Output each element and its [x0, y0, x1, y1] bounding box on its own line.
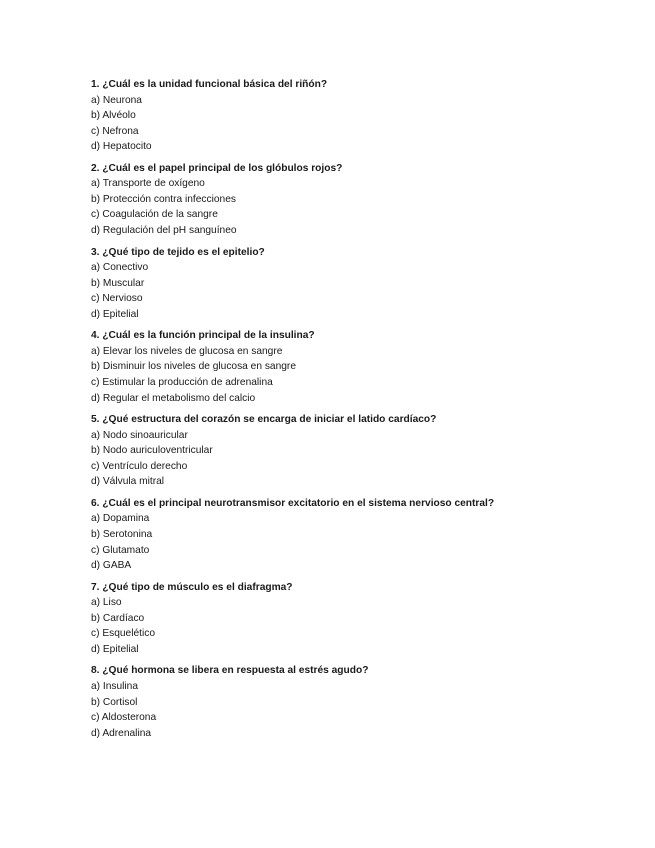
answer-option: b) Alvéolo — [91, 110, 136, 122]
answer-option: a) Dopamina — [91, 513, 150, 525]
question-2 — [91, 162, 631, 237]
answer-option: a) Conectivo — [91, 262, 149, 274]
question-7 — [91, 581, 631, 656]
quiz-document — [91, 78, 631, 748]
question-3 — [91, 246, 631, 321]
answer-option: a) Transporte de oxígeno — [91, 178, 205, 190]
answer-option: d) Epitelial — [91, 308, 139, 320]
answer-option: b) Cortisol — [91, 696, 138, 708]
answer-option: b) Protección contra infecciones — [91, 193, 236, 205]
question-5 — [91, 413, 631, 488]
answer-option: a) Elevar los niveles de glucosa en sangre — [91, 345, 283, 357]
answer-option: a) Neurona — [91, 94, 142, 106]
question-title: 5. ¿Qué estructura del corazón se encarga de iniciar el latido cardíaco? — [91, 414, 437, 426]
question-title: 1. ¿Cuál es la unidad funcional básica del riñón? — [91, 79, 328, 90]
answer-option: c) Nervioso — [91, 293, 143, 305]
answer-option: b) Disminuir los niveles de glucosa en sangre — [91, 361, 296, 373]
answer-option: d) Hepatocito — [91, 141, 152, 153]
question-4 — [91, 329, 631, 404]
question-title: 8. ¿Qué hormona se libera en respuesta al estrés agudo? — [91, 665, 369, 677]
answer-option: d) Epitelial — [91, 643, 139, 655]
answer-option: b) Muscular — [91, 277, 145, 289]
answer-option: d) GABA — [91, 560, 132, 572]
answer-option: b) Serotonina — [91, 529, 153, 540]
answer-option: c) Glutamato — [91, 544, 150, 556]
question-title: 3. ¿Qué tipo de tejido es el epitelio? — [91, 246, 265, 258]
question-8 — [91, 664, 631, 739]
answer-option: c) Aldosterona — [91, 712, 157, 724]
answer-option: d) Adrenalina — [91, 727, 152, 739]
answer-option: d) Regular el metabolismo del calcio — [91, 392, 256, 404]
answer-option: a) Insulina — [91, 680, 139, 692]
answer-option: d) Válvula mitral — [91, 476, 165, 488]
question-1 — [91, 78, 631, 153]
answer-option: c) Ventrículo derecho — [91, 460, 188, 472]
question-6 — [91, 497, 631, 572]
answer-option: a) Nodo sinoauricular — [91, 429, 188, 441]
question-title: 4. ¿Cuál es la función principal de la insulina? — [91, 330, 315, 342]
answer-option: c) Coagulación de la sangre — [91, 209, 218, 221]
answer-option: a) Liso — [91, 597, 122, 609]
question-title: 6. ¿Cuál es el principal neurotransmisor excitatorio en el sistema nervioso central? — [91, 497, 495, 509]
answer-option: d) Regulación del pH sanguíneo — [91, 225, 237, 237]
answer-option: c) Esquelético — [91, 628, 155, 640]
answer-option: b) Cardíaco — [91, 612, 145, 624]
answer-option: b) Nodo auriculoventricular — [91, 445, 213, 457]
answer-option: c) Nefrona — [91, 125, 139, 137]
question-title: 7. ¿Qué tipo de músculo es el diafragma? — [91, 581, 293, 593]
question-title: 2. ¿Cuál es el papel principal de los glóbulos rojos? — [91, 162, 343, 174]
answer-option: c) Estimular la producción de adrenalina — [91, 377, 273, 389]
